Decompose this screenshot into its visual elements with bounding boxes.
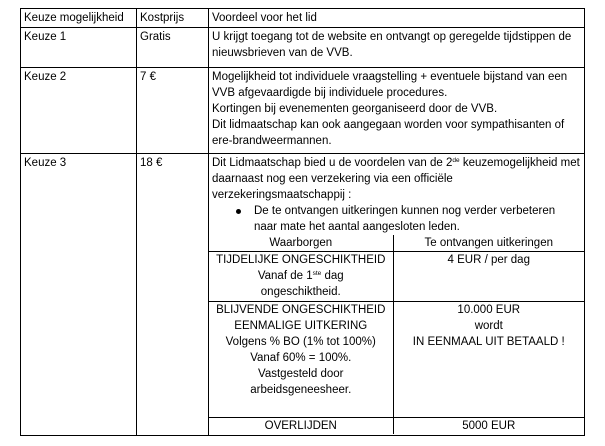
- intro-superscript: de: [452, 157, 460, 164]
- insurance-header-row: [209, 235, 584, 252]
- guarantee-line: ongeschiktheid.: [260, 286, 341, 298]
- benefit-line: wordt: [474, 320, 503, 332]
- header-choice: Keuze mogelijkheid: [21, 9, 137, 28]
- price-cell: Gratis: [137, 28, 209, 68]
- table-row-choice-3: [21, 154, 585, 436]
- benefit-bullet-list: [212, 203, 581, 235]
- membership-options-table: [20, 8, 585, 436]
- insurance-row-death: [209, 418, 584, 435]
- guarantee-line: EENMALIGE UITKERING: [234, 320, 368, 332]
- membership-document: [20, 8, 584, 436]
- benefit-text: Dit lidmaatschap kan ook aangegaan worden voor sympathisanten of ere-brandweermannen.: [212, 119, 565, 147]
- benefit-amount-cell: 5000 EUR: [393, 418, 584, 435]
- choice-cell: Keuze 1: [21, 28, 137, 68]
- header-guarantees: Waarborgen: [209, 235, 393, 252]
- intro-text: Dit Lidmaatschap bied u de voordelen van de 2: [212, 157, 453, 169]
- guarantee-cell: [209, 252, 393, 302]
- benefit-amount-cell: [393, 302, 584, 418]
- guarantee-line: Vanaf 60% = 100%.: [250, 352, 352, 364]
- insurance-row-permanent: [209, 302, 584, 418]
- guarantee-line: [212, 268, 390, 284]
- guarantee-title: TIJDELIJKE ONGESCHIKTHEID: [216, 254, 386, 266]
- benefit-cell: [209, 28, 585, 68]
- choice-cell: Keuze 2: [21, 68, 137, 154]
- benefit-cell: [209, 68, 585, 154]
- header-price: Kostprijs: [137, 9, 209, 28]
- benefit-intro: [212, 155, 581, 203]
- list-item: De te ontvangen uitkeringen kunnen nog verder verbeteren naar mate het aantal aangesloten leden.: [236, 203, 581, 235]
- header-row: [21, 9, 585, 28]
- intro-text-continued: keuzemogelijkheid met daarnaast nog een verzekering via een officiële verzekeringsmaatschappij :: [212, 157, 580, 201]
- guarantee-line: arbeidsgeneesheer.: [250, 384, 352, 396]
- insurance-row-temporary: [209, 252, 584, 302]
- guarantee-line: Vastgesteld door: [258, 368, 344, 380]
- benefit-line: 10.000 EUR: [457, 304, 521, 316]
- header-benefit: Voordeel voor het lid: [209, 9, 585, 28]
- header-benefits: Te ontvangen uitkeringen: [393, 235, 584, 252]
- benefit-text: Kortingen bij evenementen georganiseerd door de VVB.: [212, 103, 498, 115]
- choice-cell: Keuze 3: [21, 154, 137, 436]
- guarantee-line: Volgens % BO (1% tot 100%): [225, 336, 376, 348]
- price-cell: 7 €: [137, 68, 209, 154]
- guarantee-cell: OVERLIJDEN: [209, 418, 393, 435]
- benefit-line: IN EENMAAL UIT BETAALD !: [412, 336, 565, 348]
- guarantee-text: Vanaf de 1: [257, 270, 313, 282]
- table-row-choice-2: [21, 68, 585, 154]
- guarantee-cell: [209, 302, 393, 418]
- benefit-amount-cell: 4 EUR / per dag: [393, 252, 584, 302]
- insurance-table: [209, 235, 584, 434]
- table-row-choice-1: [21, 28, 585, 68]
- price-cell: 18 €: [137, 154, 209, 436]
- benefit-text: Mogelijkheid tot individuele vraagstelling + eventuele bijstand van een VVB afgevaardigde bij individuele procedures.: [212, 71, 568, 99]
- benefit-cell: [209, 154, 585, 436]
- benefit-text: U krijgt toegang tot de website en ontvangt op geregelde tijdstippen de nieuwsbrieven van de VVB.: [212, 31, 572, 59]
- guarantee-text-continued: dag: [321, 270, 344, 282]
- guarantee-line: BLIJVENDE ONGESCHIKTHEID: [216, 304, 386, 316]
- guarantee-superscript: ste: [312, 270, 322, 277]
